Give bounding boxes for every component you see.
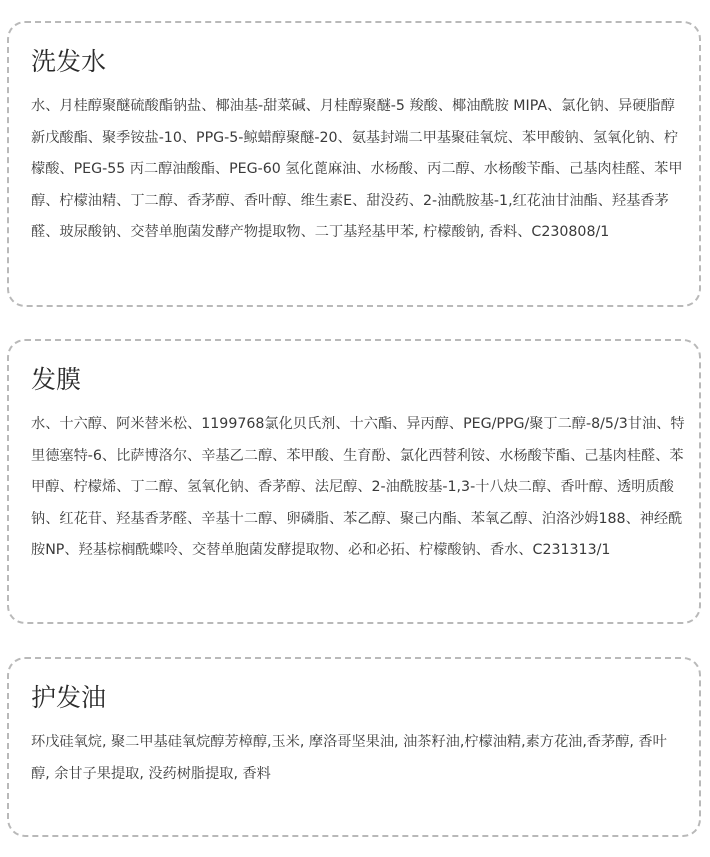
hair-mask-title: 发膜: [31, 365, 82, 394]
hair-oil-ingredients-text: 环戊硅氧烷, 聚二甲基硅氧烷醇芳樟醇,玉米, 摩洛哥坚果油, 油茶籽油,柠檬油精,素方花油,香茅醇, 香叶醇, 余甘子果提取, 没药树脂提取, 香料: [31, 734, 667, 782]
hair-mask-ingredients-text: 水、十六醇、阿米替米松、1199768氯化贝氏剂、十六酯、异丙醇、PEG/PPG/聚丁二醇-8/5/3甘油、特里德塞特-6、比萨博洛尔、辛基乙二醇、苯甲酸、生育酚、氯化西替利铵、水杨酸苄酯、己基肉桂醛、苯甲醇、柠檬烯、丁二醇、氢氧化钠、香茅醇、法尼醇、2-油酰胺基-1,3-十八炔二醇、香叶醇、透明质酸钠、红花苷、羟基香茅醛、辛基十二醇、卵磷脂、苯乙醇、聚己内酯、苯氧乙醇、泊洛沙姆188、神经酰胺NP、羟基棕榈酰蝶呤、交替单胞菌发酵提取物、必和必拓、柠檬酸钠、香水、C231313/1: [31, 416, 685, 558]
hair-oil-ingredients-card: [7, 657, 701, 837]
shampoo-ingredients-text: 水、月桂醇聚醚硫酸酯钠盐、椰油基-甜菜碱、月桂醇聚醚-5 羧酸、椰油酰胺 MIPA、氯化钠、异硬脂醇新戊酸酯、聚季铵盐-10、PPG-5-鲸蜡醇聚醚-20、氨基封端二甲基聚硅氧烷、苯甲酸钠、氢氧化钠、柠檬酸、PEG-55 丙二醇油酸酯、PEG-60 氢化蓖麻油、水杨酸、丙二醇、水杨酸苄酯、己基肉桂醛、苯甲醇、柠檬油精、丁二醇、香茅醇、香叶醇、维生素E、甜没药、2-油酰胺基-1,红花油甘油酯、羟基香茅醛、玻尿酸钠、交替单胞菌发酵产物提取物、二丁基羟基甲苯, 柠檬酸钠, 香料、C230808/1: [31, 98, 683, 240]
hair-mask-ingredients-card: [7, 339, 701, 624]
shampoo-ingredients-card: [7, 21, 701, 307]
shampoo-title: 洗发水: [31, 47, 107, 76]
hair-oil-title: 护发油: [31, 683, 107, 712]
